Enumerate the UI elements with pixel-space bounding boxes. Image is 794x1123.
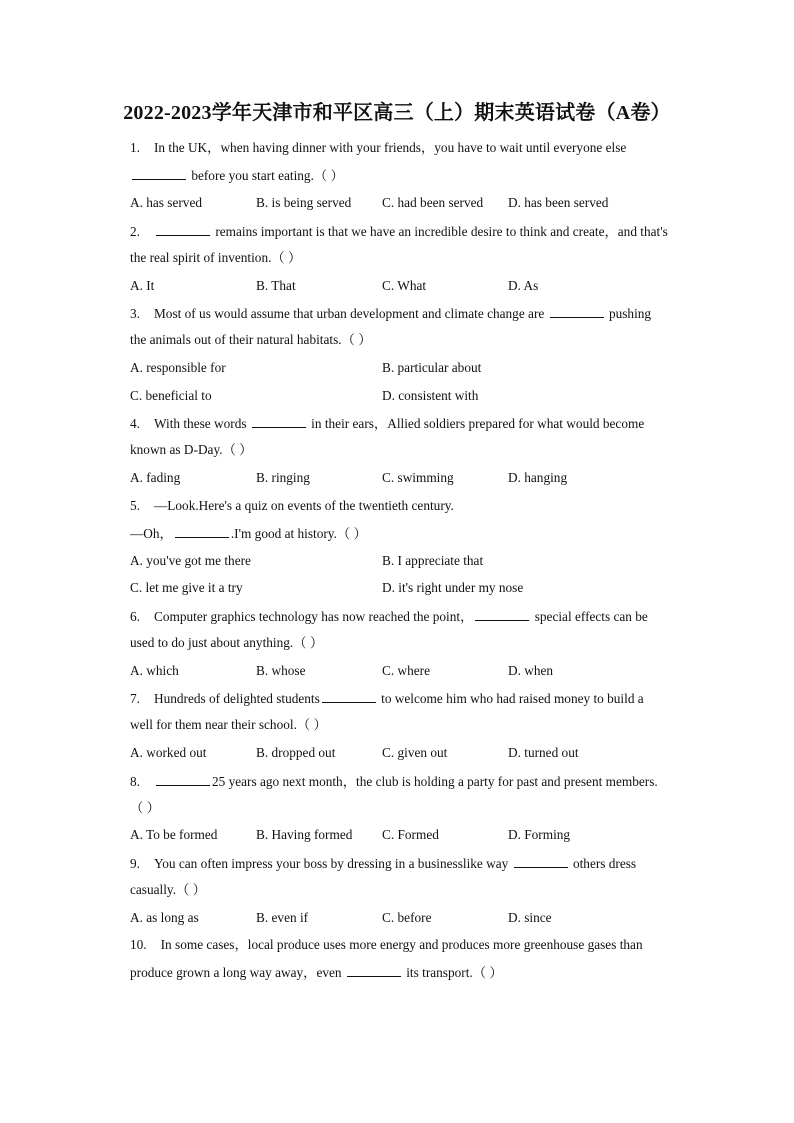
option-c[interactable]: C. let me give it a try [130, 580, 243, 595]
answer-blank [156, 223, 210, 236]
option-a[interactable]: A. as long as [130, 910, 199, 925]
question-number: 4. [130, 416, 140, 431]
question-text: remains important is that we have an incredible desire to think and create，and that's [215, 224, 668, 239]
option-b[interactable]: B. ringing [256, 470, 310, 485]
question-text: Hundreds of delighted students [153, 691, 320, 706]
answer-blank [175, 525, 229, 538]
question-text: before you start eating.（ ） [191, 168, 344, 183]
question-text: —Oh， [130, 526, 173, 541]
answer-blank [514, 855, 568, 868]
answer-blank [132, 167, 186, 180]
option-b[interactable]: B. is being served [256, 195, 352, 210]
question-10-line-2 [130, 964, 503, 981]
question-text: —Look.Here's a quiz on events of the twentieth century. [153, 498, 454, 513]
question-text: in their ears，Allied soldiers prepared for what would become [311, 416, 645, 431]
question-text: casually.（ ） [130, 882, 206, 897]
answer-blank [347, 964, 401, 977]
option-a[interactable]: A. you've got me there [130, 553, 251, 568]
question-6-line-2 [130, 635, 323, 651]
option-c[interactable]: C. Formed [382, 827, 439, 842]
question-5-line-1 [130, 498, 454, 514]
question-text: to welcome him who had raised money to build a [381, 691, 644, 706]
question-3-line-2 [130, 332, 372, 348]
question-8-line-1 [130, 773, 658, 790]
option-c[interactable]: C. where [382, 663, 430, 678]
option-d[interactable]: D. it's right under my nose [382, 580, 524, 595]
option-d[interactable]: D. Forming [508, 827, 571, 842]
exam-title: 2022-2023学年天津市和平区高三（上）期末英语试卷（A卷） [123, 102, 671, 124]
question-9-line-2 [130, 882, 206, 898]
question-text: its transport.（ ） [406, 965, 503, 980]
option-b[interactable]: B. Having formed [256, 827, 353, 842]
answer-blank [550, 305, 604, 318]
question-1-line-1 [130, 140, 626, 156]
question-number: 6. [130, 609, 140, 624]
option-d[interactable]: D. consistent with [382, 388, 479, 403]
question-8-line-2 [130, 800, 160, 816]
question-text: well for them near their school.（ ） [130, 717, 327, 732]
question-1-line-2 [130, 167, 344, 184]
answer-blank [252, 415, 306, 428]
option-c[interactable]: C. before [382, 910, 432, 925]
question-number: 5. [130, 498, 140, 513]
option-d[interactable]: D. As [508, 278, 539, 293]
question-2-line-2 [130, 250, 301, 266]
question-text: With these words [153, 416, 247, 431]
option-b[interactable]: B. I appreciate that [382, 553, 484, 568]
option-d[interactable]: D. since [508, 910, 552, 925]
question-text: the real spirit of invention.（ ） [130, 250, 302, 265]
question-text: used to do just about anything.（ ） [130, 635, 324, 650]
option-a[interactable]: A. It [130, 278, 155, 293]
question-text: pushing [608, 306, 652, 321]
question-text: In some cases，local produce uses more energy and produces more greenhouse gases than [160, 937, 643, 952]
option-c[interactable]: C. had been served [382, 195, 484, 210]
option-a[interactable]: A. fading [130, 470, 181, 485]
option-a[interactable]: A. worked out [130, 745, 207, 760]
question-7-line-1 [130, 690, 644, 707]
option-a[interactable]: A. responsible for [130, 360, 226, 375]
option-b[interactable]: B. dropped out [256, 745, 336, 760]
question-text: .I'm good at history.（ ） [230, 526, 367, 541]
question-text: Most of us would assume that urban development and climate change are [153, 306, 545, 321]
answer-blank [475, 608, 529, 621]
option-b[interactable]: B. whose [256, 663, 306, 678]
question-text: known as D-Day.（ ） [130, 442, 253, 457]
question-text: 25 years ago next month，the club is holding a party for past and present members. [211, 774, 658, 789]
option-d[interactable]: D. turned out [508, 745, 579, 760]
question-number: 7. [130, 691, 140, 706]
option-a[interactable]: A. which [130, 663, 179, 678]
option-d[interactable]: D. hanging [508, 470, 568, 485]
question-10-line-1 [130, 937, 643, 953]
option-c[interactable]: C. swimming [382, 470, 454, 485]
option-b[interactable]: B. That [256, 278, 296, 293]
question-3-line-1 [130, 305, 651, 322]
question-text: （ ） [130, 800, 160, 815]
question-7-line-2 [130, 717, 327, 733]
answer-blank [156, 773, 210, 786]
question-number: 9. [130, 856, 140, 871]
question-9-line-1 [130, 855, 636, 872]
option-d[interactable]: D. has been served [508, 195, 609, 210]
question-text: produce grown a long way away，even [130, 965, 342, 980]
question-text: Computer graphics technology has now reached the point， [153, 609, 474, 624]
question-text: You can often impress your boss by dressing in a businesslike way [153, 856, 509, 871]
option-a[interactable]: A. has served [130, 195, 203, 210]
option-a[interactable]: A. To be formed [130, 827, 218, 842]
question-text: special effects can be [534, 609, 648, 624]
question-6-line-1 [130, 608, 648, 625]
question-5-line-2 [130, 525, 367, 542]
question-text: others dress [572, 856, 637, 871]
question-number: 8. [130, 774, 140, 789]
question-text: In the UK，when having dinner with your friends，you have to wait until everyone else [153, 140, 627, 155]
option-c[interactable]: C. beneficial to [130, 388, 212, 403]
option-d[interactable]: D. when [508, 663, 554, 678]
option-b[interactable]: B. even if [256, 910, 309, 925]
answer-blank [322, 690, 376, 703]
question-4-line-1 [130, 415, 644, 432]
question-number: 2. [130, 224, 140, 239]
option-b[interactable]: B. particular about [382, 360, 482, 375]
question-number: 3. [130, 306, 140, 321]
question-text: the animals out of their natural habitats.（ ） [130, 332, 372, 347]
option-c[interactable]: C. given out [382, 745, 448, 760]
question-number: 10. [130, 937, 147, 952]
option-c[interactable]: C. What [382, 278, 427, 293]
question-4-line-2 [130, 442, 252, 458]
question-2-line-1 [130, 223, 668, 240]
question-number: 1. [130, 140, 140, 155]
